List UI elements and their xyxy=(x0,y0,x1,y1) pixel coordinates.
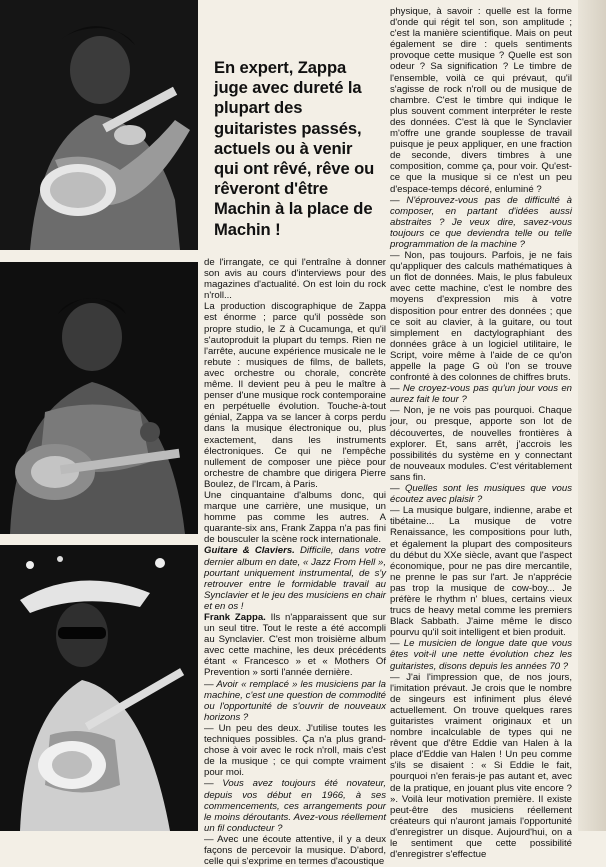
question-text: Difficile, dans votre dernier album en date, « Jazz From Hell », pourtant uniquement instrumental, de s'y retrouver entre le formidable travail au Synclavier et le jeu des musiciens en chair et en os ! xyxy=(204,545,386,612)
photo-guitarist-bottom xyxy=(0,545,198,831)
article-column-middle xyxy=(204,257,386,867)
page-edge-shadow xyxy=(578,0,606,831)
answer-paragraph: — Non, je ne vois pas pourquoi. Chaque jour, ou presque, apporte son lot de découvertes, de nouvelles frontières à explorer. Et, sans arrêt, j'accrois les possibilités du système en y connectant de nouveaux modules. C'est véritablement sans fin. xyxy=(390,405,572,483)
answer-paragraph: physique, à savoir : quelle est la forme d'onde qui régit tel son, son amplitude ; c'est la manière scientifique. Mais on peut également se dire : quels sentiments provoque cette musique ? Quelle est son odeur ? Sa signification ? Le timbre de l'ensemble, voilà ce qui prévaut, qu'il s'agisse de rock n'roll ou de musique de chambre. C'est le timbre qui indique le plus souvent comment interpréter le reste des données. C'est là que le Synclavier m'offre une grande souplesse de travail puisque je peux appliquer, en une fraction de seconde, divers timbres à une composition, comme ça, pour voir. Qu'est-ce que la musique si ce n'est un peu d'espace-temps décoré, enluminé ? xyxy=(390,6,572,195)
question-paragraph: — N'éprouvez-vous pas de difficulté à composer, en partant d'idées aussi abstraites ? Je veux dire, savez-vous toujours ce que deviendra telle ou telle programmation de la machine ? xyxy=(390,194,572,250)
question-paragraph: — Quelles sont les musiques que vous écoutez avec plaisir ? xyxy=(390,483,572,506)
answer-paragraph xyxy=(204,612,386,679)
article-headline: En expert, Zappa juge avec dureté la plupart des guitaristes passés, actuels ou à venir qui ont rêvé, rêve ou rêveront d'être Machin à la place de Machin ! xyxy=(214,58,375,239)
paragraph: de l'irrangate, ce qui l'entraîne à donner son avis au cours d'interviews pour des magazines d'actualité. On est loin du rock n'roll... xyxy=(204,257,386,302)
interviewee-label: Frank Zappa. xyxy=(204,612,266,623)
paragraph: La production discographique de Zappa est énorme ; parce qu'il possède son propre studio, le Z à Cucamunga, et qu'il s'autoproduit la plupart du temps. Rien ne l'arrête, aucune expérience musicale ne le rebute : musiques de films, de ballets, avec orchestre ou chorale, concrète même. Il devient peu à peu le maître à penser d'une musique rock contemporaine en perpétuelle évolution. Touche-à-tout génial, Zappa va se lancer à corps perdu dans la musique électronique ou, plus exactement, dans les instruments électroniques. Ce qui ne l'empêche nullement de composer une pièce pour orchestre de chambre que dirigera Pierre Boulez, de l'Ircam, à Paris. xyxy=(204,301,386,490)
answer-paragraph: — La musique bulgare, indienne, arabe et tibétaine... La musique de votre Renaissance, les compositions pour luth, et également la plupart des compositeurs du début du XXe siècle, avant que l'aspect économique, pour ne pas dire mercantile, ne prenne le pas sur l'art. Je n'apprécie pas trop la musique de cow-boy... Je préfère le rhythm n' blues, certains vieux trucs de heavy metal comme les premiers Black Sabbath. J'aime même le disco pourvu qu'il soit intelligent et bien produit. xyxy=(390,505,572,639)
question-paragraph: — Le musicien de longue date que vous êtes voit-il une nette évolution chez les guitaristes, disons depuis les années 70 ? xyxy=(390,638,572,672)
question-paragraph: — Vous avez toujours été novateur, depuis vos début en 1966, à ses commencements, ces arrangements pour le moins déroutants. Avez-vous réellement un fil conducteur ? xyxy=(204,778,386,834)
photo-guitarist-top xyxy=(0,0,198,250)
answer-paragraph: — Un peu des deux. J'utilise toutes les techniques possibles. Ça n'a plus grand-chose à voir avec le rock n'roll, mais c'est de la musique ; ce qui compte vraiment pour moi. xyxy=(204,722,386,779)
question-paragraph: — Avoir « remplacé » les musiciens par la machine, c'est une question de commodité ou l'opportunité de s'ouvrir de nouveaux horizons ? xyxy=(204,678,386,723)
article-column-right xyxy=(390,6,572,860)
guitarist-middle-image xyxy=(0,262,198,534)
paragraph: Une cinquantaine d'albums donc, qui marque une carrière, une musique, un homme pas comme les autres. A quarante-six ans, Frank Zappa n'a pas fini de bousculer la scène rock internationale. xyxy=(204,489,386,546)
question-paragraph xyxy=(204,545,386,612)
answer-paragraph: — Avec une écoute attentive, il y a deux façons de percevoir la musique. D'abord, celle qui s'exprime en termes d'acoustique xyxy=(204,833,386,867)
guitarist-bottom-image xyxy=(0,545,198,831)
answer-paragraph: — Non, pas toujours. Parfois, je ne fais qu'appliquer des calculs mathématiques à un flot de données. Mais, le plus fabuleux avec cette machine, c'est le nombre des moyens d'expression mis à votre disposition pour entrer des données ; que ce soit au clavier, à la guitare, ou tout simplement en dactylographiant des données grâce à un logiciel utilitaire, le Script, voire même à l'aide de ce qu'on appelle la page G où l'on se trouve confronté à des colonnes de chiffres bruts. xyxy=(390,250,572,384)
guitarist-top-image xyxy=(0,0,198,250)
question-paragraph: — Ne croyez-vous pas qu'un jour vous en aurez fait le tour ? xyxy=(390,383,572,406)
interviewer-label: Guitare & Claviers. xyxy=(204,545,295,557)
photo-guitarist-middle xyxy=(0,262,198,534)
answer-paragraph: — J'ai l'impression que, de nos jours, l'imitation prévaut. Je crois que le nombre de singeurs est infiniment plus élevé actuellement. On trouve quelques rares guitaristes vraiment originaux et un nombre incalculable de types qui ne rêvent que d'être Eddie van Halen à la place d'Eddie van Halen ! Un peu comme s'ils se disaient : « Si Eddie le fait, pourquoi n'en ferais-je pas autant et, avec de la pratique, en jouant plus vite encore ? ». Voilà leur motivation première. Il existe peut-être des musiciens réellement créateurs qui n'auront jamais l'opportunité d'enregistrer un disque. Aujourd'hui, on a le sentiment que cette possibilité d'enregistrer s'effectue xyxy=(390,671,572,861)
answer-text: Ils n'apparaissent que sur un seul titre. Tout le reste a été accompli au Synclavier. C'est mon troisième album avec cette machine, les deux précédents étant « Francesco » et « Mothers Of Prevention » sorti l'année dernière. xyxy=(204,612,386,679)
